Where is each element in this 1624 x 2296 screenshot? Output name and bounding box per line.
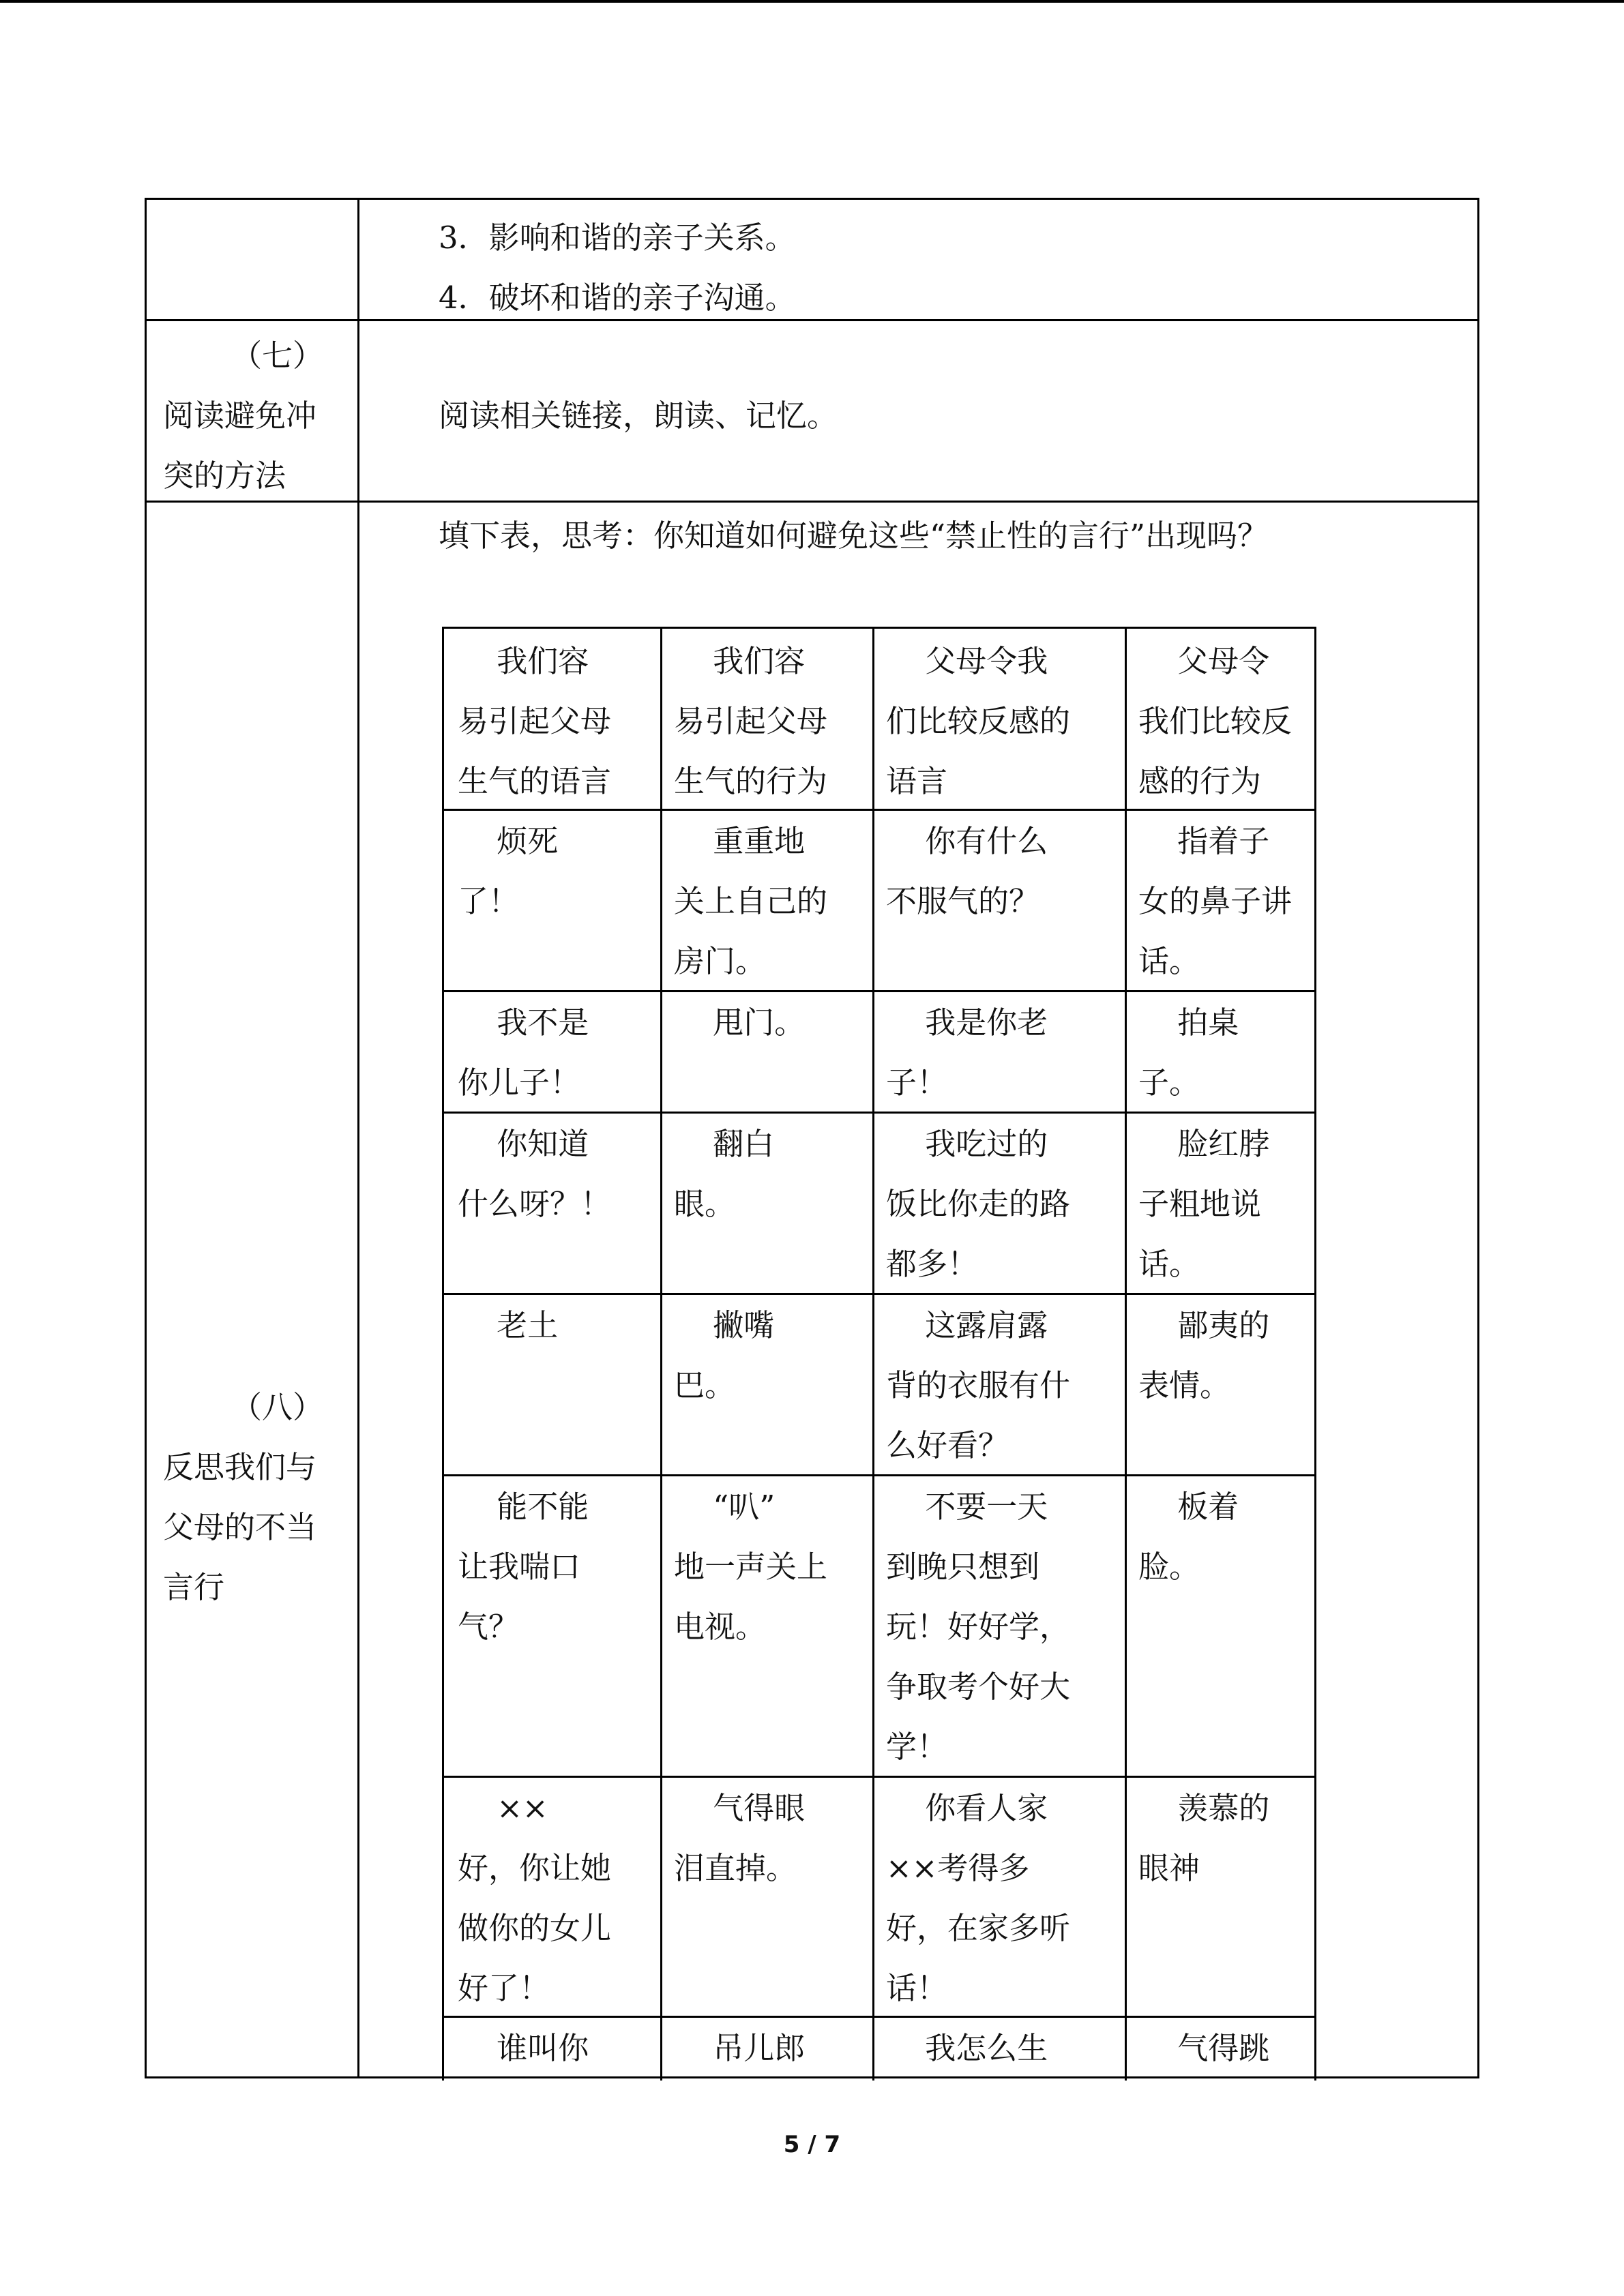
inner-column-divider bbox=[872, 629, 874, 2081]
table-cell: 不要一天 到晚只想到 玩！好好学， 争取考个好大 学！ bbox=[886, 1489, 1071, 1765]
page-number: 5 / 7 bbox=[783, 2131, 841, 2158]
row1-line-3: 3．影响和谐的亲子关系。 bbox=[439, 220, 796, 256]
behaviors-table bbox=[442, 627, 1316, 2081]
table-cell: “叭” 地一声关上 电视。 bbox=[674, 1489, 828, 1645]
section-8-title-line1: 反思我们与 bbox=[163, 1449, 317, 1485]
table-cell: 甩门。 bbox=[674, 1004, 806, 1041]
table-cell: 气得眼 泪直掉。 bbox=[674, 1790, 806, 1886]
table-cell: ×× 好，你让她 做你的女儿 好了！ bbox=[458, 1790, 612, 2006]
table-cell: 我吃过的 饭比你走的路 都多！ bbox=[886, 1126, 1071, 1282]
row-divider bbox=[147, 319, 1477, 321]
table-cell: 谁叫你 bbox=[458, 2030, 589, 2066]
table-cell: 脸红脖 子粗地说 话。 bbox=[1138, 1126, 1270, 1282]
inner-column-divider bbox=[660, 629, 662, 2081]
table-cell: 我怎么生 bbox=[886, 2030, 1048, 2066]
table-cell: 翻白 眼。 bbox=[674, 1126, 775, 1222]
table-cell: 指着子 女的鼻子讲 话。 bbox=[1138, 823, 1293, 979]
table-cell: 你知道 什么呀？！ bbox=[458, 1126, 612, 1222]
table-cell: 吊儿郎 bbox=[674, 2030, 806, 2066]
header-our-actions: 我们容 易引起父母 生气的行为 bbox=[674, 643, 828, 799]
row1-line-4: 4．破坏和谐的亲子沟通。 bbox=[439, 280, 796, 316]
section-8-title-line3: 言行 bbox=[163, 1569, 225, 1605]
section-7-title-line1: 阅读避免冲 bbox=[163, 398, 317, 434]
table-cell: 烦死 了！ bbox=[458, 823, 559, 919]
section-8-instruction: 填下表，思考：你知道如何避免这些“禁止性的言行”出现吗？ bbox=[439, 518, 1269, 554]
table-cell: 板着 脸。 bbox=[1138, 1489, 1239, 1585]
table-cell: 你看人家 ××考得多 好，在家多听 话！ bbox=[886, 1790, 1071, 2006]
inner-column-divider bbox=[1125, 629, 1127, 2081]
table-cell: 这露肩露 背的衣服有什 么好看？ bbox=[886, 1307, 1071, 1463]
header-our-words: 我们容 易引起父母 生气的语言 bbox=[458, 643, 612, 799]
column-divider bbox=[357, 200, 359, 2076]
table-cell: 我是你老 子！ bbox=[886, 1004, 1048, 1101]
section-7-content: 阅读相关链接，朗读、记忆。 bbox=[439, 398, 838, 434]
section-7-title-line2: 突的方法 bbox=[163, 458, 286, 494]
table-cell: 撇嘴 巴。 bbox=[674, 1307, 775, 1403]
table-cell: 你有什么 不服气的？ bbox=[886, 823, 1048, 919]
section-7-number: （七） bbox=[231, 338, 324, 374]
top-rule bbox=[0, 0, 1624, 3]
table-cell: 拍桌 子。 bbox=[1138, 1004, 1239, 1101]
table-cell: 我不是 你儿子！ bbox=[458, 1004, 589, 1101]
table-cell: 能不能 让我喘口 气？ bbox=[458, 1489, 589, 1645]
inner-row-divider bbox=[444, 1776, 1314, 1778]
header-parent-actions: 父母令 我们比较反 感的行为 bbox=[1138, 643, 1293, 799]
table-cell: 老土 bbox=[458, 1307, 559, 1343]
section-8-number: （八） bbox=[231, 1389, 324, 1425]
section-8-title-line2: 父母的不当 bbox=[163, 1509, 317, 1545]
table-cell: 鄙夷的 表情。 bbox=[1138, 1307, 1270, 1403]
inner-row-divider bbox=[444, 1474, 1314, 1476]
table-cell: 气得跳 bbox=[1138, 2030, 1270, 2066]
row-divider bbox=[147, 501, 1477, 503]
header-parent-words: 父母令我 们比较反感的 语言 bbox=[886, 643, 1071, 799]
lesson-table bbox=[145, 198, 1479, 2078]
table-cell: 重重地 关上自己的 房门。 bbox=[674, 823, 828, 979]
table-cell: 羡慕的 眼神 bbox=[1138, 1790, 1270, 1886]
